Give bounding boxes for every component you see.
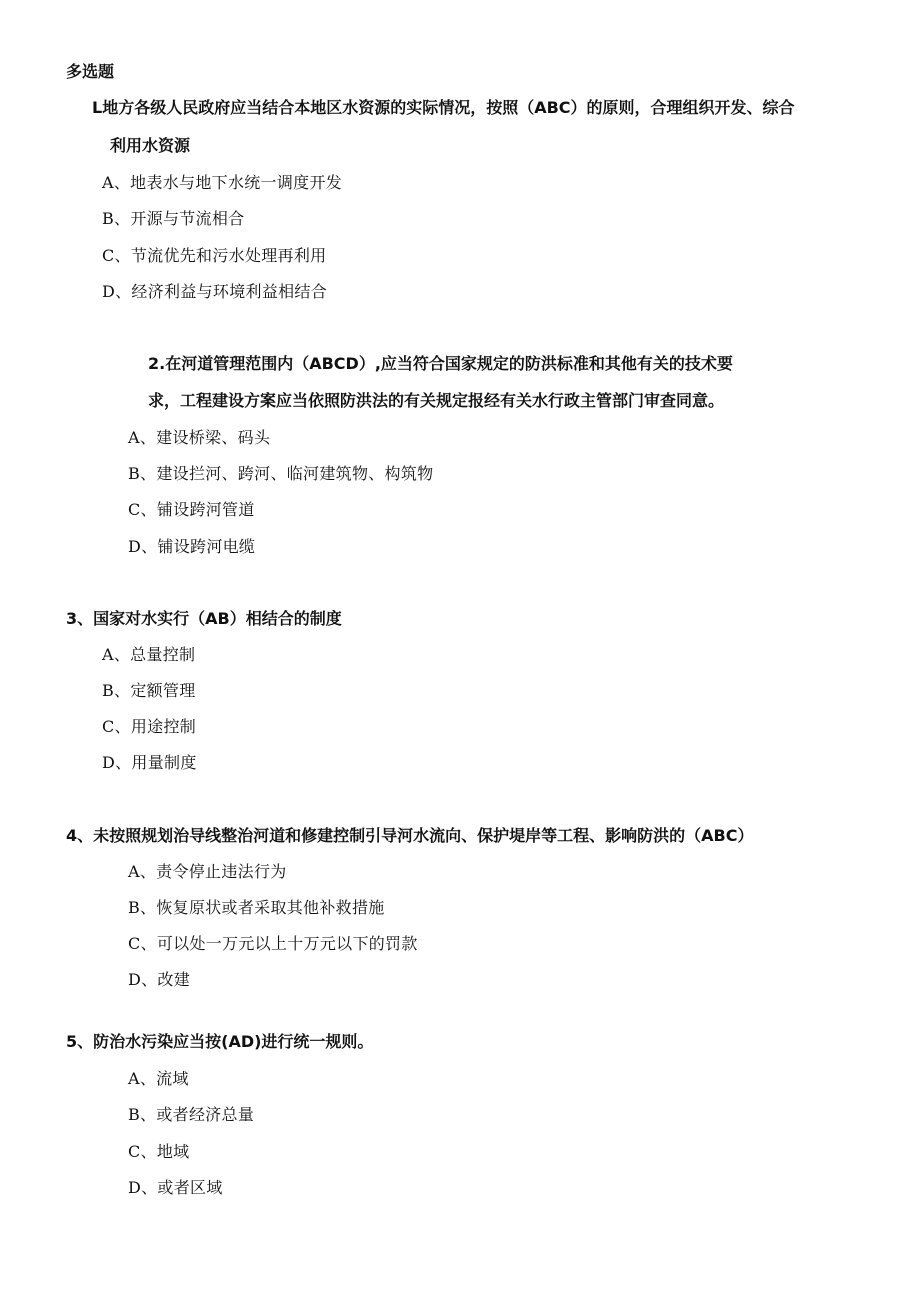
question-3-option-d: D、用量制度 — [102, 753, 197, 772]
question-5-option-b: B、或者经济总量 — [128, 1105, 255, 1124]
question-2-option-b: B、建设拦河、跨河、临河建筑物、构筑物 — [128, 464, 434, 483]
question-5-option-d: D、或者区域 — [128, 1178, 223, 1197]
question-3-option-b: B、定额管理 — [102, 681, 196, 700]
question-4-stem: 4、未按照规划治导线整治河道和修建控制引导河水流向、保护堤岸等工程、影响防洪的（ABC） — [66, 826, 754, 845]
question-1-stem-line-2: 利用水资源 — [110, 136, 191, 155]
question-1-option-a: A、地表水与地下水统一调度开发 — [102, 173, 343, 192]
question-1-stem-line-1: L地方各级人民政府应当结合本地区水资源的实际情况，按照（ABC）的原则，合理组织开发、综合 — [92, 98, 795, 117]
question-5-stem: 5、防治水污染应当按(AD)进行统一规则。 — [66, 1032, 374, 1051]
question-4-option-a: A、责令停止违法行为 — [128, 862, 287, 881]
question-1-option-b: B、开源与节流相合 — [102, 209, 245, 228]
question-4-option-b: B、恢复原状或者采取其他补救措施 — [128, 898, 385, 917]
question-5-option-a: A、流域 — [128, 1069, 189, 1088]
question-3-stem: 3、国家对水实行（AB）相结合的制度 — [66, 609, 342, 628]
question-3-option-c: C、用途控制 — [102, 717, 197, 736]
question-4-option-c: C、可以处一万元以上十万元以下的罚款 — [128, 934, 418, 953]
question-2-option-a: A、建设桥梁、码头 — [128, 428, 271, 447]
question-2-option-c: C、铺设跨河管道 — [128, 500, 255, 519]
question-2-option-d: D、铺设跨河电缆 — [128, 537, 256, 556]
question-4-option-d: D、改建 — [128, 970, 191, 989]
section-title: 多选题 — [66, 62, 115, 81]
question-2-stem-line-2: 求，工程建设方案应当依照防洪法的有关规定报经有关水行政主管部门审查同意。 — [148, 391, 725, 410]
question-2-stem-line-1: 2.在河道管理范围内（ABCD）,应当符合国家规定的防洪标准和其他有关的技术要 — [148, 354, 733, 373]
question-5-option-c: C、地域 — [128, 1142, 190, 1161]
question-1-option-d: D、经济利益与环境利益相结合 — [102, 282, 328, 301]
question-1-option-c: C、节流优先和污水处理再利用 — [102, 246, 327, 265]
question-3-option-a: A、总量控制 — [102, 645, 196, 664]
